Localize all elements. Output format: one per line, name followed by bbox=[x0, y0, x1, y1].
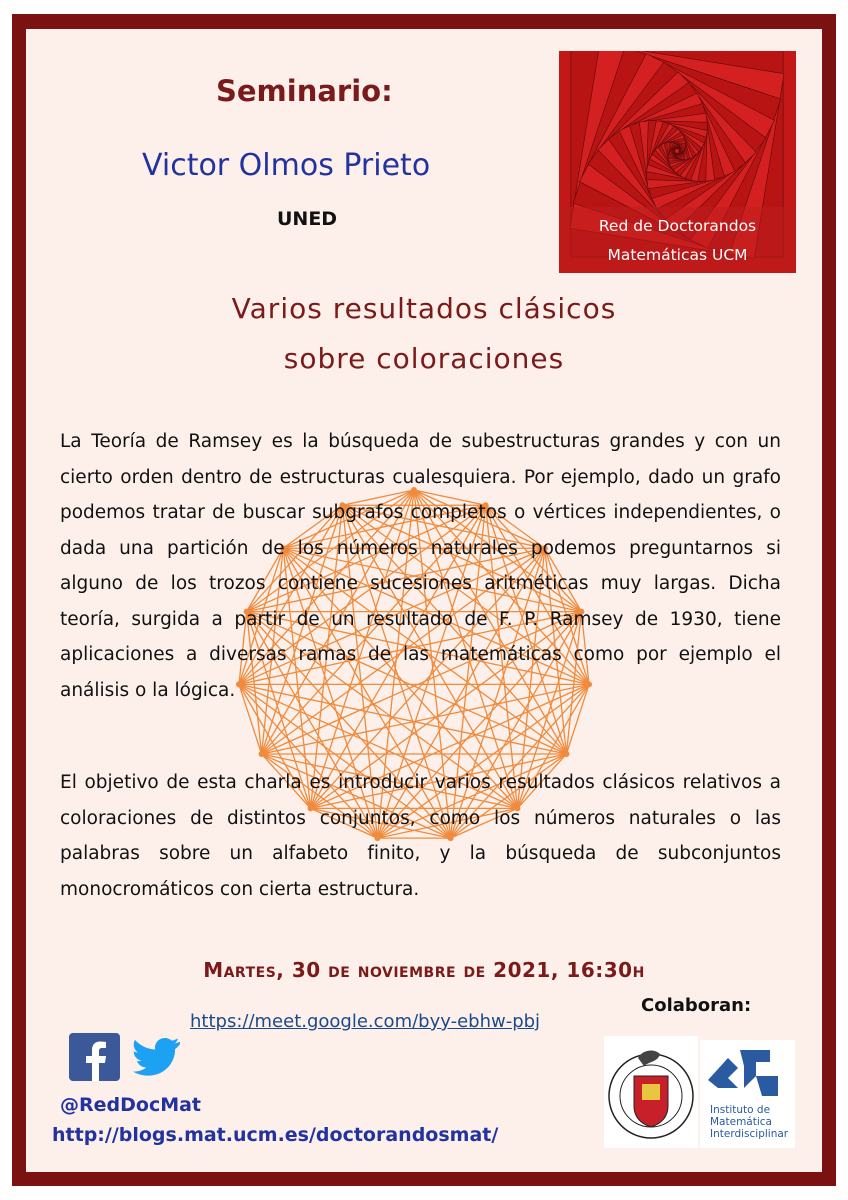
spiral-square bbox=[675, 149, 680, 154]
seminar-label: Seminario: bbox=[216, 74, 393, 108]
ucm-seal-logo bbox=[604, 1036, 698, 1148]
collaborators-label: Colaboran: bbox=[641, 995, 752, 1016]
abstract-paragraph-2: El objetivo de esta charla es introducir varios resultados clásicos relativos a coloraciones de distintos conjuntos, como los números naturales o las palabras sobre un alfabeto finito, y la búsqueda de subconjuntos monocromáticos con cierta estructura. bbox=[60, 772, 781, 900]
imi-text-line1: Instituto de bbox=[710, 1104, 771, 1116]
spiral-logo-graphic bbox=[559, 51, 796, 273]
logo-text-line2: Matemáticas UCM bbox=[607, 246, 748, 264]
meet-link[interactable]: https://meet.google.com/byy-ebhw-pbj bbox=[190, 1011, 541, 1032]
facebook-icon[interactable] bbox=[69, 1033, 120, 1081]
blog-link[interactable]: http://blogs.mat.ucm.es/doctorandosmat/ bbox=[52, 1124, 499, 1146]
logo-text-line1: Red de Doctorandos bbox=[598, 217, 757, 235]
imi-text-line2: Matemática bbox=[710, 1116, 772, 1128]
twitter-icon[interactable] bbox=[133, 1037, 181, 1077]
red-doctorandos-logo bbox=[559, 51, 796, 273]
speaker-name: Victor Olmos Prieto bbox=[142, 148, 431, 183]
event-date: Martes, 30 de noviembre de 2021, 16:30h bbox=[203, 958, 645, 982]
graph-vertex bbox=[563, 751, 569, 757]
imi-text-line3: Interdisciplinar bbox=[710, 1128, 789, 1140]
talk-title-line2: sobre coloraciones bbox=[283, 342, 565, 375]
abstract-paragraph-1: La Teoría de Ramsey es la búsqueda de subestructuras grandes y con un cierto orden dentro de estructuras cualesquiera. Por ejemplo, dado un grafo podemos tratar de buscar subgrafos completos o vértices independientes, o dada una partición de los números naturales podemos preguntarnos si alguno de los trozos contiene sucesiones aritméticas muy largas. Dicha teoría, surgida a partir de un resultado de F. P. Ramsey de 1930, tiene aplicaciones a diversas ramas de las matemáticas como por ejemplo el análisis o la lógica. bbox=[60, 431, 781, 701]
graph-vertex bbox=[259, 751, 265, 757]
talk-title-line1: Varios resultados clásicos bbox=[231, 292, 617, 325]
speaker-affiliation: UNED bbox=[277, 208, 338, 230]
twitter-handle[interactable]: @RedDocMat bbox=[60, 1094, 202, 1116]
imi-logo bbox=[700, 1040, 795, 1148]
